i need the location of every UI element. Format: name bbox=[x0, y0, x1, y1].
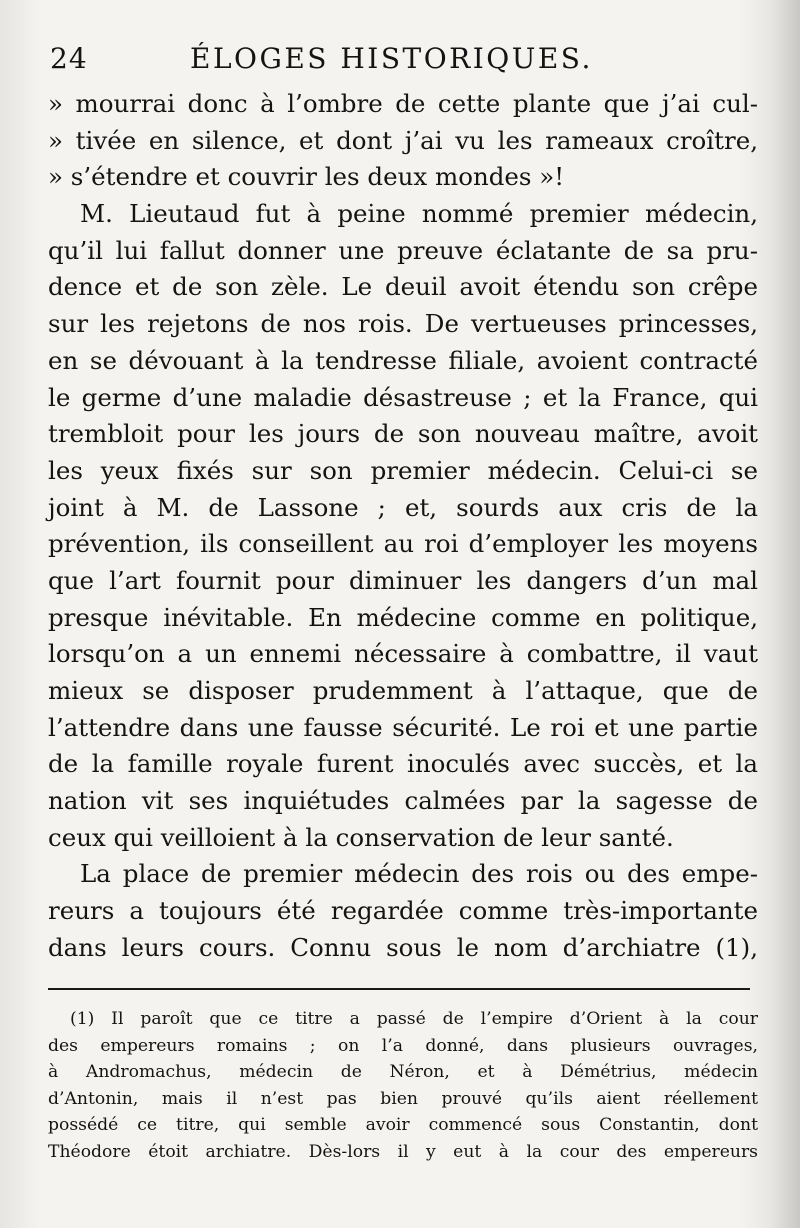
running-title: ÉLOGES HISTORIQUES. bbox=[190, 42, 593, 75]
body-line: » tivée en silence, et dont j’ai vu les rameaux croître, bbox=[48, 125, 758, 155]
page-header bbox=[50, 42, 750, 82]
footnote-divider bbox=[48, 988, 750, 990]
footnote-line: possédé ce titre, qui semble avoir commencé sous Constantin, dont bbox=[48, 1115, 758, 1136]
body-line: les yeux fixés sur son premier médecin. Celui-ci se bbox=[48, 455, 758, 485]
body-line: ceux qui veilloient à la conservation de leur santé. bbox=[48, 822, 674, 852]
footnote-line: d’Antonin, mais il n’est pas bien prouvé qu’ils aient réellement bbox=[48, 1088, 758, 1109]
body-line: trembloit pour les jours de son nouveau maître, avoit bbox=[48, 419, 758, 449]
body-line: reurs a toujours été regardée comme très-importante bbox=[48, 896, 758, 926]
body-line: M. Lieutaud fut à peine nommé premier médecin, bbox=[80, 199, 758, 229]
body-line: mieux se disposer prudemment à l’attaque, que de bbox=[48, 676, 758, 705]
body-line: le germe d’une maladie désastreuse ; et la France, qui bbox=[48, 382, 758, 412]
body-line: » s’étendre et couvrir les deux mondes »! bbox=[48, 162, 565, 192]
body-line: nation vit ses inquiétudes calmées par la sagesse de bbox=[48, 786, 758, 816]
body-line: dans leurs cours. Connu sous le nom d’archiatre (1), bbox=[48, 932, 758, 962]
body-line: l’attendre dans une fausse sécurité. Le roi et une partie bbox=[48, 712, 758, 742]
body-line: prévention, ils conseillent au roi d’employer les moyens bbox=[48, 529, 758, 559]
page-number: 24 bbox=[50, 42, 88, 75]
body-line: dence et de son zèle. Le deuil avoit étendu son crêpe bbox=[48, 272, 758, 302]
body-line: de la famille royale furent inoculés avec succès, et la bbox=[48, 749, 758, 779]
footnote-line: à Andromachus, médecin de Néron, et à Démétrius, médecin bbox=[48, 1062, 758, 1083]
body-line: lorsqu’on a un ennemi nécessaire à combattre, il vaut bbox=[48, 639, 758, 669]
footnote-line: des empereurs romains ; on l’a donné, dans plusieurs ouvrages, bbox=[48, 1035, 758, 1056]
body-line: qu’il lui fallut donner une preuve éclatante de sa pru- bbox=[48, 235, 758, 265]
body-line: en se dévouant à la tendresse filiale, avoient contracté bbox=[48, 345, 758, 375]
body-line: que l’art fournit pour diminuer les dangers d’un mal bbox=[48, 565, 758, 595]
footnote-line: Théodore étoit archiatre. Dès-lors il y eut à la cour des empereurs bbox=[48, 1141, 758, 1162]
footnote-line: (1) Il paroît que ce titre a passé de l’empire d’Orient à la cour bbox=[70, 1009, 758, 1029]
body-line: La place de premier médecin des rois ou des empe- bbox=[80, 859, 758, 889]
body-line: sur les rejetons de nos rois. De vertueuses princesses, bbox=[48, 309, 758, 339]
body-line: presque inévitable. En médecine comme en politique, bbox=[48, 602, 758, 632]
body-line: joint à M. de Lassone ; et, sourds aux cris de la bbox=[48, 492, 758, 522]
body-text bbox=[48, 86, 758, 967]
footnote-block bbox=[48, 1006, 758, 1166]
body-line: » mourrai donc à l’ombre de cette plante que j’ai cul- bbox=[48, 89, 758, 118]
